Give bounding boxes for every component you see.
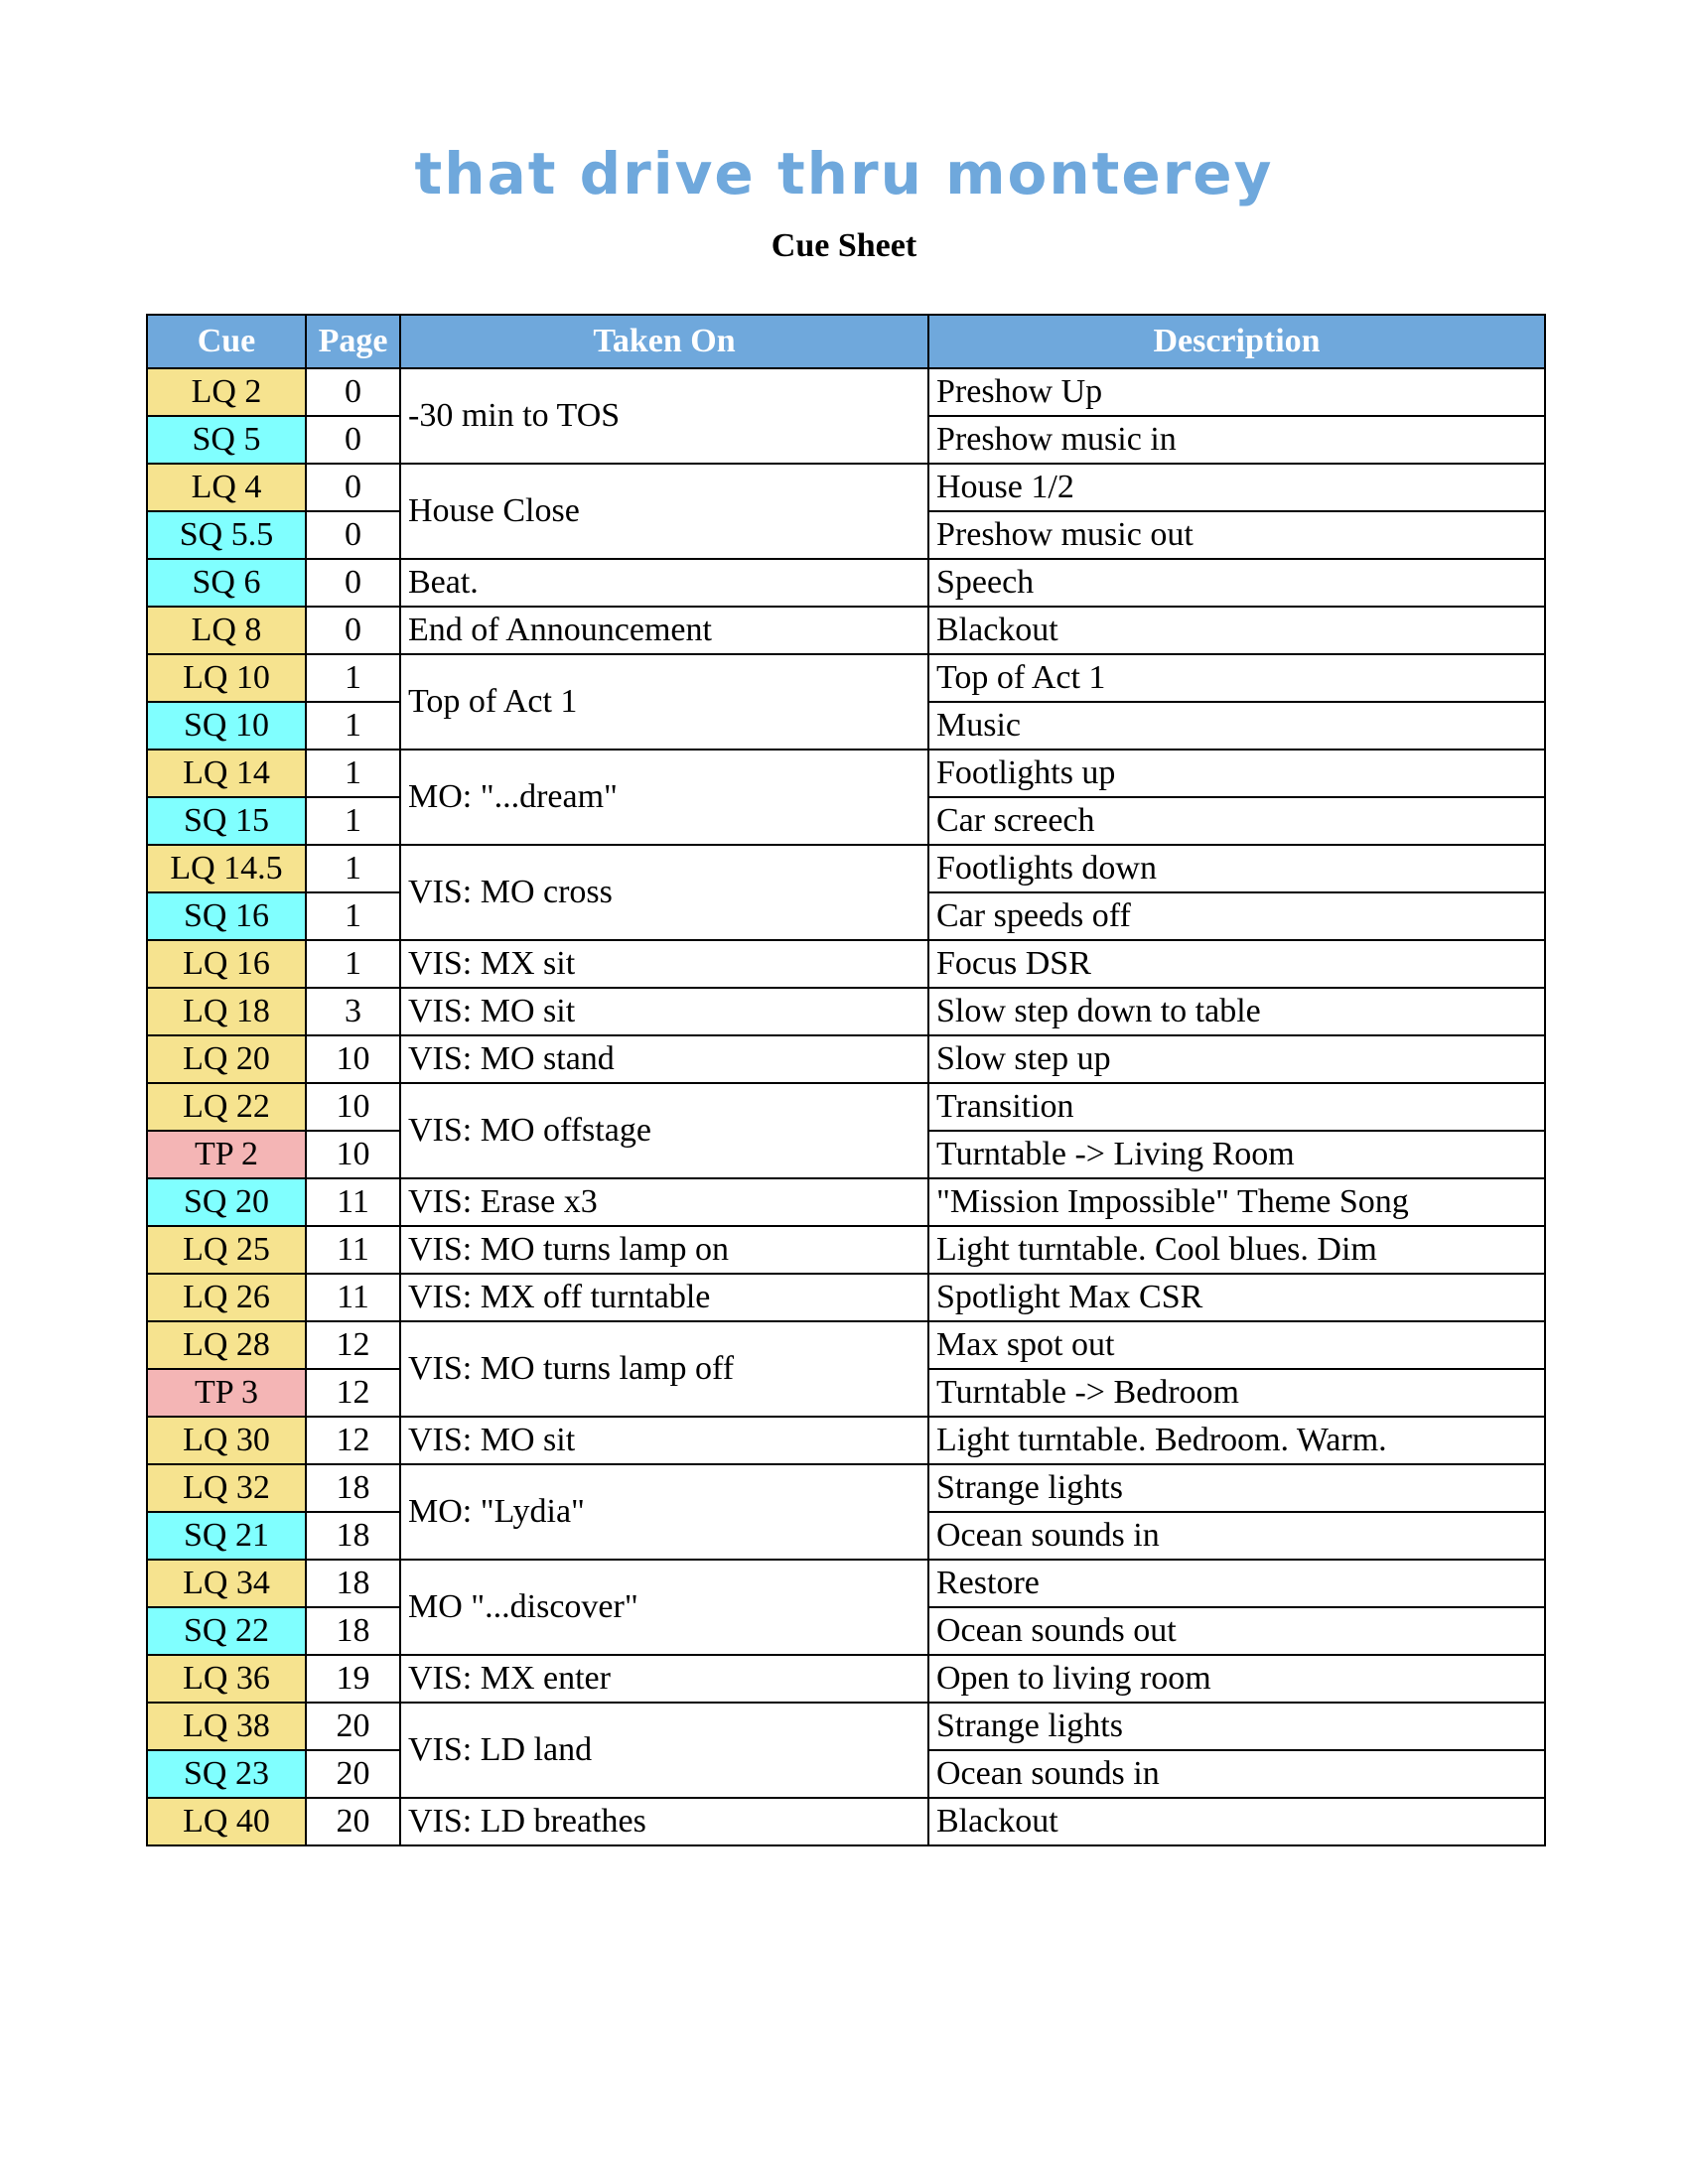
table-row — [147, 750, 1545, 797]
cue-cell: SQ 16 — [147, 892, 306, 940]
description-cell: Strange lights — [928, 1703, 1545, 1750]
page-cell: 1 — [306, 797, 400, 845]
cue-cell: LQ 20 — [147, 1035, 306, 1083]
cue-cell: LQ 28 — [147, 1321, 306, 1369]
description-cell: Light turntable. Bedroom. Warm. — [928, 1417, 1545, 1464]
page-cell: 11 — [306, 1274, 400, 1321]
header-taken-on: Taken On — [400, 315, 928, 368]
description-cell: Ocean sounds in — [928, 1750, 1545, 1798]
page-cell: 0 — [306, 511, 400, 559]
cue-cell: TP 2 — [147, 1131, 306, 1178]
table-row — [147, 1464, 1545, 1512]
description-cell: Transition — [928, 1083, 1545, 1131]
page-cell: 12 — [306, 1321, 400, 1369]
cue-cell: LQ 30 — [147, 1417, 306, 1464]
cue-cell: SQ 22 — [147, 1607, 306, 1655]
description-cell: Slow step up — [928, 1035, 1545, 1083]
taken-on-cell: VIS: LD land — [400, 1703, 928, 1798]
page-cell: 0 — [306, 368, 400, 416]
description-cell: Open to living room — [928, 1655, 1545, 1703]
cue-cell: SQ 15 — [147, 797, 306, 845]
page-cell: 0 — [306, 607, 400, 654]
table-row — [147, 1226, 1545, 1274]
taken-on-cell: MO: "...dream" — [400, 750, 928, 845]
table-row — [147, 1178, 1545, 1226]
table-header-row — [147, 315, 1545, 368]
page-cell: 10 — [306, 1131, 400, 1178]
page-cell: 19 — [306, 1655, 400, 1703]
page-cell: 18 — [306, 1512, 400, 1560]
table-row — [147, 1083, 1545, 1131]
cue-cell: LQ 38 — [147, 1703, 306, 1750]
cue-cell: LQ 14.5 — [147, 845, 306, 892]
description-cell: Spotlight Max CSR — [928, 1274, 1545, 1321]
table-row — [147, 940, 1545, 988]
cue-cell: LQ 25 — [147, 1226, 306, 1274]
cue-cell: LQ 2 — [147, 368, 306, 416]
cue-cell: LQ 14 — [147, 750, 306, 797]
taken-on-cell: House Close — [400, 464, 928, 559]
description-cell: Footlights down — [928, 845, 1545, 892]
page-cell: 0 — [306, 416, 400, 464]
taken-on-cell: VIS: MO sit — [400, 1417, 928, 1464]
description-cell: Restore — [928, 1560, 1545, 1607]
taken-on-cell: VIS: MO offstage — [400, 1083, 928, 1178]
description-cell: Top of Act 1 — [928, 654, 1545, 702]
table-row — [147, 1703, 1545, 1750]
cue-cell: SQ 23 — [147, 1750, 306, 1798]
page-cell: 18 — [306, 1464, 400, 1512]
table-row — [147, 1035, 1545, 1083]
cue-cell: LQ 4 — [147, 464, 306, 511]
taken-on-cell: MO: "Lydia" — [400, 1464, 928, 1560]
description-cell: Max spot out — [928, 1321, 1545, 1369]
description-cell: Ocean sounds out — [928, 1607, 1545, 1655]
taken-on-cell: VIS: MO stand — [400, 1035, 928, 1083]
cue-cell: LQ 16 — [147, 940, 306, 988]
description-cell: Preshow music out — [928, 511, 1545, 559]
table-row — [147, 988, 1545, 1035]
description-cell: Slow step down to table — [928, 988, 1545, 1035]
taken-on-cell: -30 min to TOS — [400, 368, 928, 464]
page-cell: 1 — [306, 750, 400, 797]
taken-on-cell: VIS: Erase x3 — [400, 1178, 928, 1226]
cue-table-body — [147, 368, 1545, 1845]
taken-on-cell: Beat. — [400, 559, 928, 607]
table-row — [147, 559, 1545, 607]
page-cell: 11 — [306, 1226, 400, 1274]
description-cell: Car screech — [928, 797, 1545, 845]
cue-table — [146, 314, 1546, 1846]
header-description: Description — [928, 315, 1545, 368]
table-row — [147, 1417, 1545, 1464]
page-cell: 0 — [306, 559, 400, 607]
taken-on-cell: VIS: MO turns lamp on — [400, 1226, 928, 1274]
cue-cell: LQ 26 — [147, 1274, 306, 1321]
taken-on-cell: End of Announcement — [400, 607, 928, 654]
page-cell: 20 — [306, 1750, 400, 1798]
page-cell: 1 — [306, 845, 400, 892]
cue-cell: LQ 40 — [147, 1798, 306, 1845]
page-cell: 1 — [306, 892, 400, 940]
table-row — [147, 368, 1545, 416]
description-cell: Blackout — [928, 607, 1545, 654]
table-row — [147, 1321, 1545, 1369]
cue-cell: SQ 20 — [147, 1178, 306, 1226]
taken-on-cell: VIS: MO cross — [400, 845, 928, 940]
description-cell: Light turntable. Cool blues. Dim — [928, 1226, 1545, 1274]
table-row — [147, 1798, 1545, 1845]
cue-cell: LQ 22 — [147, 1083, 306, 1131]
document-subtitle: Cue Sheet — [771, 227, 917, 264]
description-cell: Footlights up — [928, 750, 1545, 797]
table-row — [147, 464, 1545, 511]
document-title: that drive thru monterey — [414, 140, 1274, 207]
cue-cell: SQ 6 — [147, 559, 306, 607]
page-cell: 12 — [306, 1417, 400, 1464]
header-page: Page — [306, 315, 400, 368]
page-cell: 20 — [306, 1798, 400, 1845]
description-cell: Turntable -> Living Room — [928, 1131, 1545, 1178]
page-cell: 18 — [306, 1560, 400, 1607]
description-cell: Focus DSR — [928, 940, 1545, 988]
table-row — [147, 845, 1545, 892]
cue-cell: SQ 5 — [147, 416, 306, 464]
description-cell: Speech — [928, 559, 1545, 607]
taken-on-cell: MO "...discover" — [400, 1560, 928, 1655]
taken-on-cell: VIS: MO turns lamp off — [400, 1321, 928, 1417]
page-cell: 11 — [306, 1178, 400, 1226]
description-cell: Preshow Up — [928, 368, 1545, 416]
cue-cell: SQ 21 — [147, 1512, 306, 1560]
description-cell: Music — [928, 702, 1545, 750]
header-cue: Cue — [147, 315, 306, 368]
cue-cell: SQ 10 — [147, 702, 306, 750]
taken-on-cell: VIS: MX enter — [400, 1655, 928, 1703]
cue-cell: LQ 8 — [147, 607, 306, 654]
taken-on-cell: VIS: MX sit — [400, 940, 928, 988]
description-cell: Ocean sounds in — [928, 1512, 1545, 1560]
taken-on-cell: VIS: MX off turntable — [400, 1274, 928, 1321]
description-cell: Blackout — [928, 1798, 1545, 1845]
cue-cell: LQ 32 — [147, 1464, 306, 1512]
page-cell: 10 — [306, 1035, 400, 1083]
page-cell: 1 — [306, 702, 400, 750]
cue-cell: LQ 18 — [147, 988, 306, 1035]
page-cell: 18 — [306, 1607, 400, 1655]
taken-on-cell: Top of Act 1 — [400, 654, 928, 750]
description-cell: Turntable -> Bedroom — [928, 1369, 1545, 1417]
description-cell: Strange lights — [928, 1464, 1545, 1512]
description-cell: "Mission Impossible" Theme Song — [928, 1178, 1545, 1226]
page-cell: 3 — [306, 988, 400, 1035]
cue-cell: LQ 10 — [147, 654, 306, 702]
table-row — [147, 607, 1545, 654]
page-cell: 1 — [306, 940, 400, 988]
taken-on-cell: VIS: MO sit — [400, 988, 928, 1035]
description-cell: Preshow music in — [928, 416, 1545, 464]
table-row — [147, 1655, 1545, 1703]
page-cell: 12 — [306, 1369, 400, 1417]
table-row — [147, 654, 1545, 702]
table-row — [147, 1274, 1545, 1321]
cue-cell: TP 3 — [147, 1369, 306, 1417]
taken-on-cell: VIS: LD breathes — [400, 1798, 928, 1845]
page-cell: 1 — [306, 654, 400, 702]
page-cell: 20 — [306, 1703, 400, 1750]
page-cell: 0 — [306, 464, 400, 511]
page-cell: 10 — [306, 1083, 400, 1131]
table-row — [147, 1560, 1545, 1607]
cue-cell: LQ 34 — [147, 1560, 306, 1607]
cue-cell: SQ 5.5 — [147, 511, 306, 559]
cue-cell: LQ 36 — [147, 1655, 306, 1703]
description-cell: House 1/2 — [928, 464, 1545, 511]
description-cell: Car speeds off — [928, 892, 1545, 940]
